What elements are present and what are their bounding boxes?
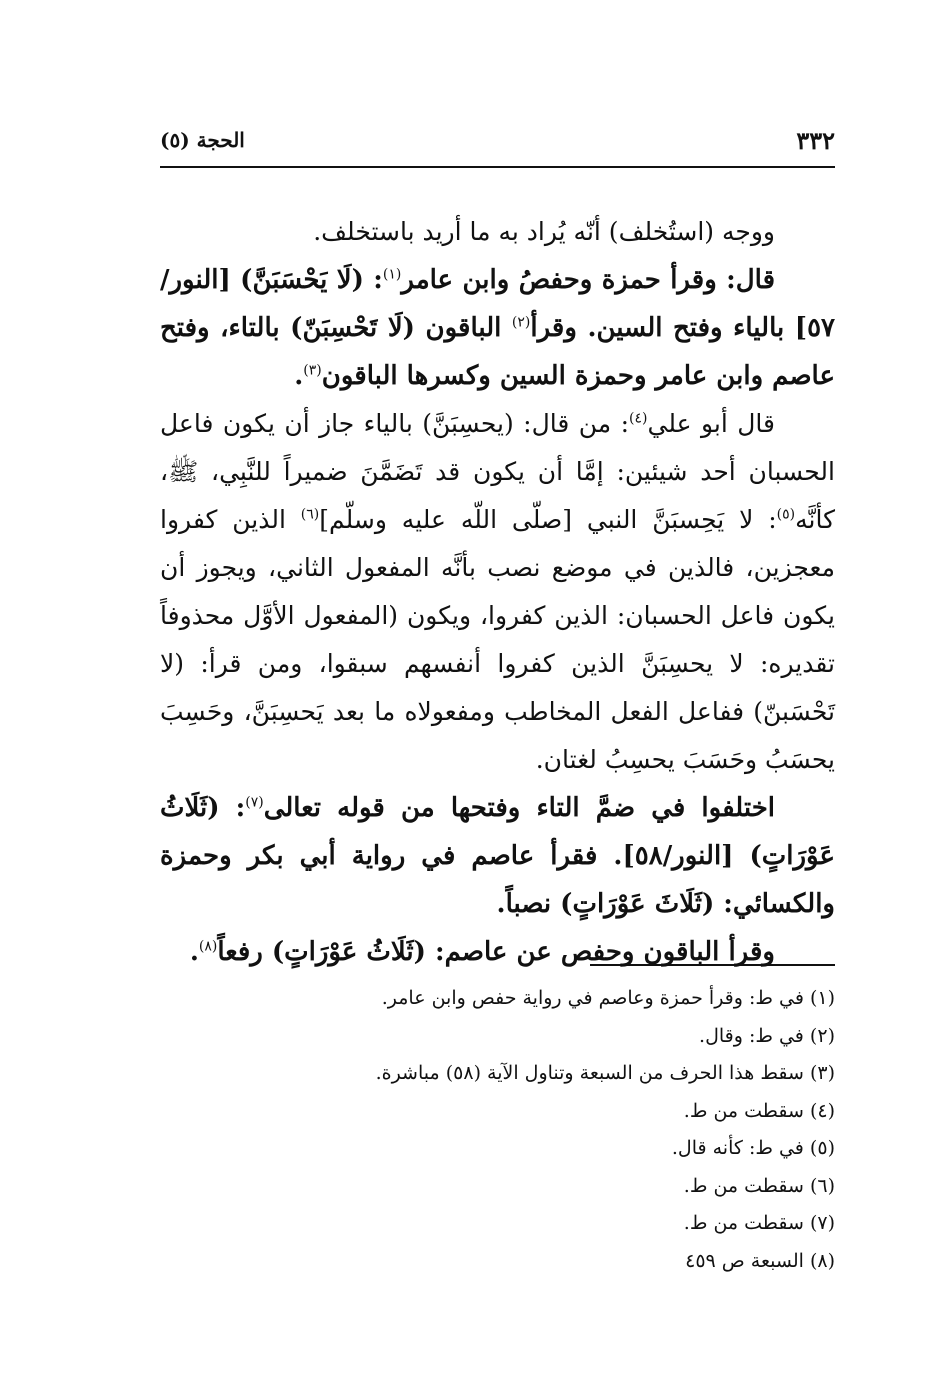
footnote-2: (٢) في ط: وقال. <box>699 1024 835 1047</box>
footnote-5: (٥) في ط: كأنه قال. <box>671 1137 835 1159</box>
paragraph-3-part-3: : لا يَحِسبَنَّ النبي [صلّى اللّه عليه وسلّم] <box>319 505 777 534</box>
footnote-ref-6: (٦) <box>300 506 320 523</box>
paragraph-4-part-2: : (ثَلَاثُ عَوْرَاتٍ) [النور/٥٨]. فقرأ عاصم في رواية أبي بكر وحمزة والكسائي: (ثَلَاثَ عَوْرَاتٍ) نصباً. <box>160 793 835 919</box>
footnote-rule <box>590 964 835 966</box>
footnote-6: (٦) سقطت من ط. <box>683 1174 835 1197</box>
footnotes <box>300 980 835 1280</box>
page-header <box>160 120 835 160</box>
footnote-ref-7: (٧) <box>245 794 264 811</box>
page-number: ٣٣٢ <box>796 126 835 155</box>
paragraph-2-part-2: : (لَا يَحْسَبَنَّ) [النور/٥٧] بالياء وفتح السين. وقرأ <box>160 265 835 343</box>
footnote-7: (٧) سقطت من ط. <box>683 1212 835 1234</box>
paragraph-4 <box>160 784 835 928</box>
paragraph-5-part-1: وقرأ الباقون وحفص عن عاصم: (ثَلَاثُ عَوْرَاتٍ) رفعاً <box>217 937 775 967</box>
footnote-ref-4: (٤) <box>629 410 648 427</box>
paragraph-2 <box>160 256 835 400</box>
main-text <box>160 208 835 976</box>
paragraph-2-part-3: الباقون (لَا تَحْسِبَنّ) بالتاء، وفتح عاصم وابن عامر وحمزة السين وكسرها الباقون <box>160 313 835 391</box>
footnote-ref-3: (٣) <box>303 362 322 379</box>
footnote-ref-8: (٨) <box>198 938 218 955</box>
paragraph-2-part-4: . <box>294 361 304 391</box>
footnote-ref-1: (١) <box>382 266 402 283</box>
paragraph-1: ووجه (استُخلف) أنّه يُراد به ما أريد باستخلف. <box>313 217 775 246</box>
paragraph-3-part-4: الذين كفروا معجزين، فالذين في موضع نصب بأنَّه المفعول الثاني، ويجوز أن يكون فاعل الحسبان: الذين كفروا، ويكون (المفعول الأوَّل محذوفاً تقديره: لا يحسِبَنَّ الذين كفروا أنفسهم سبقوا، ومن قرأ: (لا تَحْسَبنّ) ففاعل الفعل المخاطب ومفعولاه ما بعد يَحسِبَنَّ، وحَسِبَ يحسَبُ وحَسَبَ يحسِبُ لغتان. <box>160 505 835 774</box>
paragraph-5-part-2: . <box>189 937 199 967</box>
footnote-ref-5: (٥) <box>776 506 796 523</box>
paragraph-4-part-1: اختلفوا في ضمَّ التاء وفتحها من قوله تعالى <box>263 793 775 823</box>
header-rule <box>160 166 835 168</box>
footnote-1: (١) في ط: وقرأ حمزة وعاصم في رواية حفص وابن عامر. <box>381 987 835 1009</box>
footnote-ref-2: (٢) <box>511 314 531 331</box>
footnote-8: (٨) السبعة ص ٤٥٩ <box>685 1249 835 1272</box>
running-title: الحجة (٥) <box>160 128 245 152</box>
paragraph-3 <box>160 400 835 784</box>
paragraph-3-part-1: قال أبو علي <box>647 409 775 438</box>
paragraph-2-part-1: قال: وقرأ حمزة وحفصُ وابن عامر <box>401 265 776 295</box>
footnote-4: (٤) سقطت من ط. <box>683 1099 835 1122</box>
paragraph-3-part-2: : من قال: (يحسِبَنَّ) بالياء جاز أن يكون فاعل الحسبان أحد شيئين: إمَّا أن يكون قد تَضَمَّنَ ضميراً للنَّبِي، ﷺ، كأنَّه <box>160 409 835 534</box>
paragraph-5 <box>160 928 835 976</box>
footnote-3: (٣) سقط هذا الحرف من السبعة وتناول الآية (٥٨) مباشرة. <box>375 1062 835 1084</box>
